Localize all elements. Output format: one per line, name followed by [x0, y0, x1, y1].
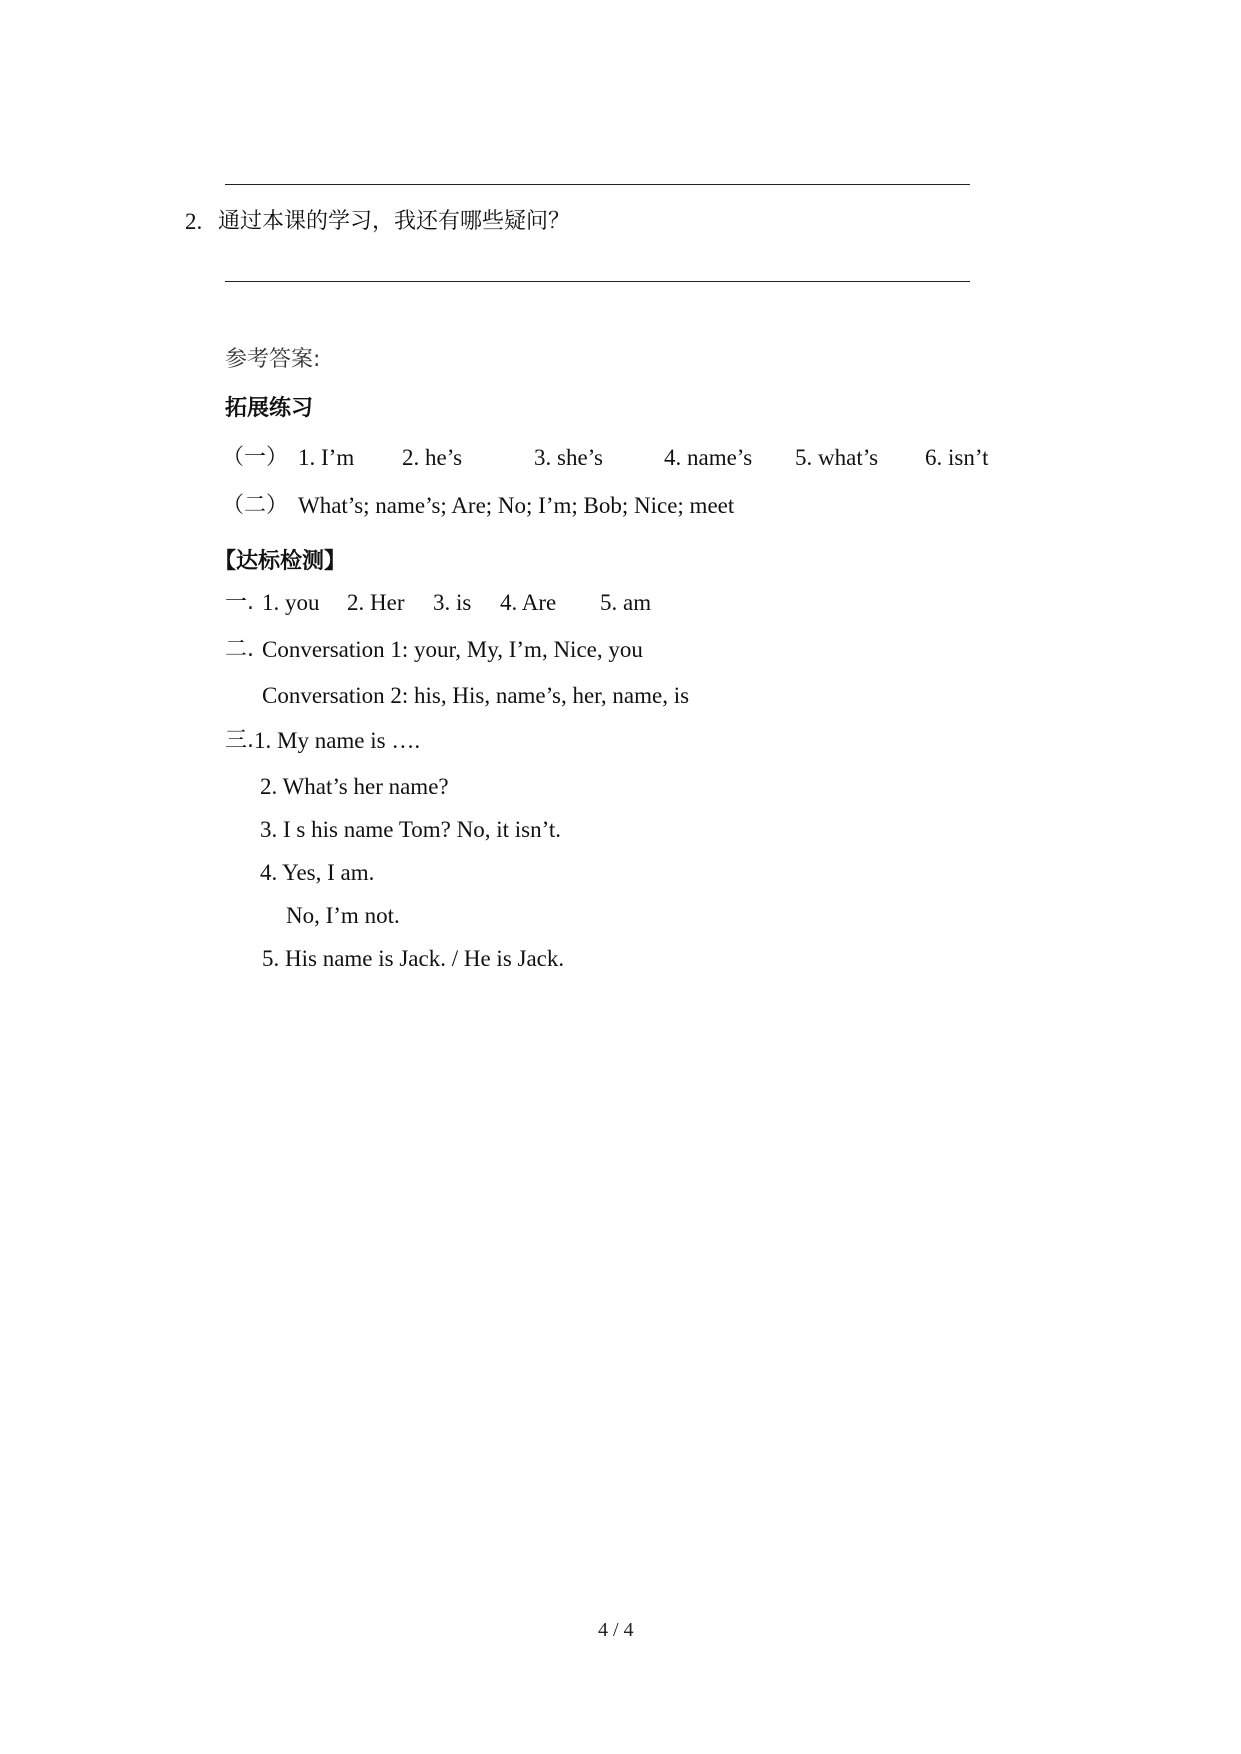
part1-prefix: （一） — [222, 445, 289, 470]
section1-item: 1. you — [262, 590, 320, 615]
part2-text: What’s; name’s; Are; No; I’m; Bob; Nice; meet — [298, 493, 735, 518]
part1-item: 3. she’s — [534, 445, 603, 470]
section3-item3: 3. I s his name Tom? No, it isn’t. — [260, 817, 561, 842]
part1-item: 5. what’s — [795, 445, 879, 470]
question-2-text: 通过本课的学习，我还有哪些疑问？ — [218, 209, 571, 234]
part1-item: 4. name’s — [664, 445, 753, 470]
section1-item: 3. is — [433, 590, 472, 615]
section3-item4a: 4. Yes, I am. — [260, 860, 375, 885]
part1-item: 6. isn’t — [925, 445, 989, 470]
section1-item: 4. Are — [500, 590, 557, 615]
section1-item: 2. Her — [347, 590, 405, 615]
section3-item4b: No, I’m not. — [286, 903, 400, 928]
assessment-title: 【达标检测】 — [214, 549, 347, 574]
extension-practice-title: 拓展练习 — [225, 396, 314, 421]
answer-line-1 — [225, 184, 970, 185]
part2-prefix: （二） — [222, 493, 289, 518]
section3-item1: 1. My name is …. — [254, 728, 421, 753]
section1-item: 5. am — [600, 590, 652, 615]
page-number: 4 / 4 — [598, 1619, 634, 1641]
section2-prefix: 二. — [225, 637, 254, 662]
answer-heading: 参考答案: — [225, 347, 321, 372]
section3-item2: 2. What’s her name? — [260, 774, 449, 799]
part1-item: 2. he’s — [402, 445, 463, 470]
section3-item5: 5. His name is Jack. / He is Jack. — [262, 946, 565, 971]
section2-line1: Conversation 1: your, My, I’m, Nice, you — [262, 637, 643, 662]
answer-line-2 — [225, 281, 970, 282]
section2-line2: Conversation 2: his, His, name’s, her, name, is — [262, 683, 690, 708]
part1-item: 1. I’m — [298, 445, 355, 470]
section3-prefix: 三. — [225, 728, 254, 753]
question-2-number: 2. — [185, 209, 203, 234]
section1-prefix: 一. — [225, 590, 254, 615]
